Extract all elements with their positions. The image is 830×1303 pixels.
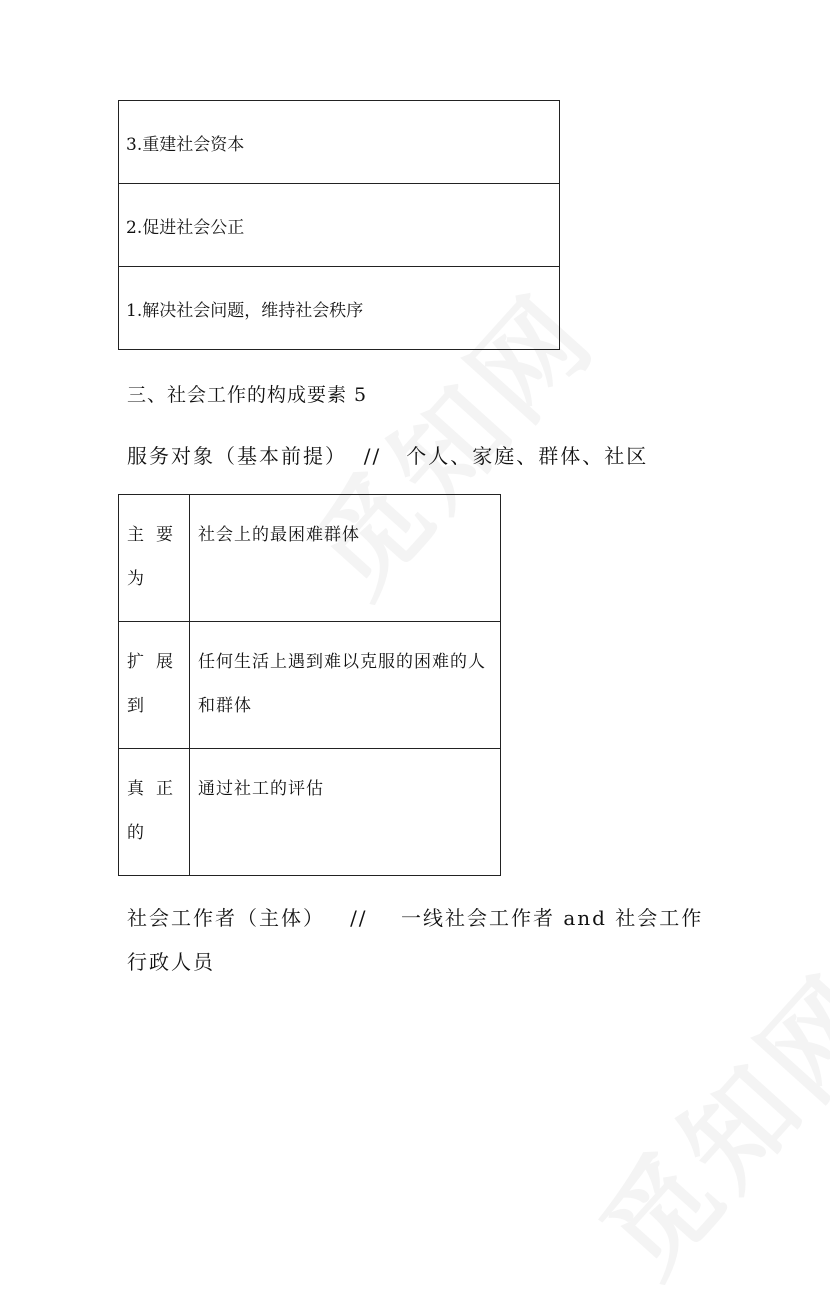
row-label: 扩展到 [119, 622, 190, 749]
row-description: 通过社工的评估 [190, 749, 501, 876]
watermark [560, 935, 830, 1303]
service-objects-line: 服务对象（基本前提） // 个人、家庭、群体、社区 [127, 444, 649, 468]
table-row [119, 495, 501, 622]
table-row [119, 622, 501, 749]
row-description: 社会上的最困难群体 [190, 495, 501, 622]
section-heading: 三、社会工作的构成要素 5 [127, 384, 368, 406]
objects-table [118, 494, 501, 876]
table-row [119, 267, 560, 350]
goal-cell: 1.解决社会问题，维持社会秩序 [119, 267, 560, 350]
goals-table [118, 100, 560, 350]
social-worker-paragraph: 社会工作者（主体） // 一线社会工作者 and 社会工作行政人员 [127, 906, 704, 974]
row-label: 真正的 [119, 749, 190, 876]
table-row [119, 749, 501, 876]
table-row [119, 184, 560, 267]
goal-cell: 3.重建社会资本 [119, 101, 560, 184]
row-label: 主要为 [119, 495, 190, 622]
table-row [119, 101, 560, 184]
goal-cell: 2.促进社会公正 [119, 184, 560, 267]
row-description: 任何生活上遇到难以克服的困难的人和群体 [190, 622, 501, 749]
